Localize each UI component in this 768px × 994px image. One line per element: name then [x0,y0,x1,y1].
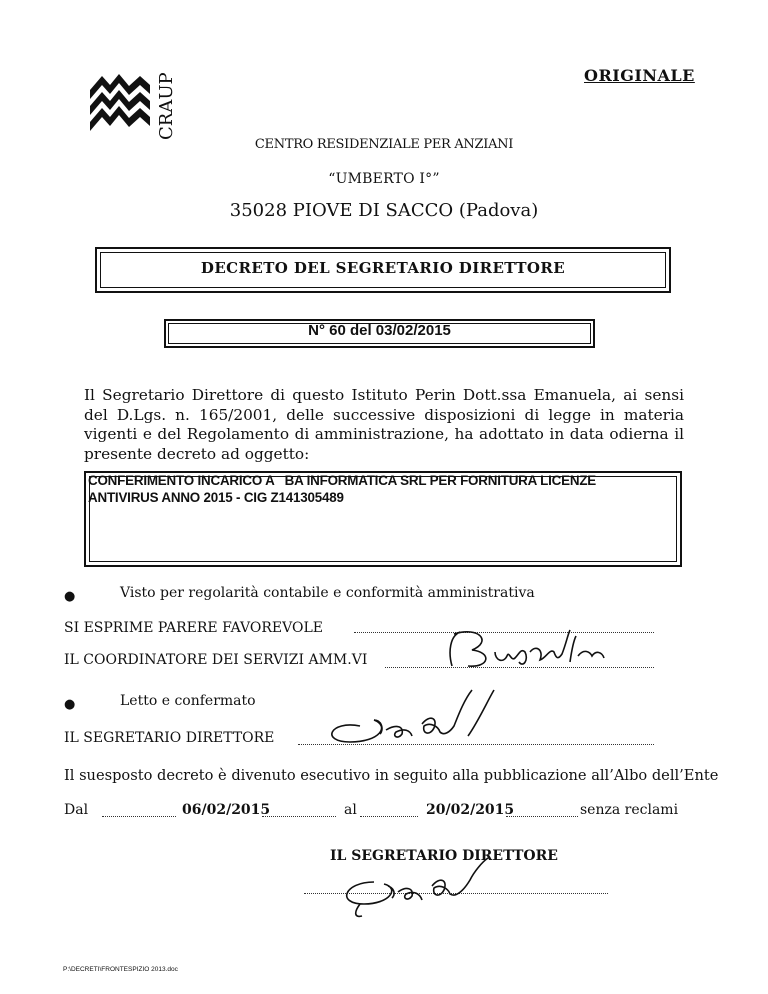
decree-title: DECRETO DEL SEGRETARIO DIRETTORE [200,259,566,277]
original-stamp: ORIGINALE [584,66,695,85]
intro-paragraph: Il Segretario Direttore di questo Istituto Perin Dott.ssa Emanuela, ai sensi del D.Lgs. n. 165/2001, delle successive disposizioni di legge in materia vigenti e del Regolamento di amministrazione, ha adottato in data odierna il presente decreto ad oggetto: [84,386,684,463]
coordinatore-signature [420,622,660,682]
date-to-dotted-line [506,816,578,817]
decree-number: N° 60 del 03/02/2015 [308,322,451,339]
segretario-label: IL SEGRETARIO DIRETTORE [64,730,275,746]
bullet-text-regularita: Visto per regolarità contabile e conformità amministrativa [120,585,535,601]
publication-dates-row [64,802,684,822]
al-label: al [344,802,357,818]
bullet-text-letto: Letto e confermato [120,693,256,709]
final-signature [320,852,540,922]
final-signature-title: IL SEGRETARIO DIRETTORE [330,848,558,864]
execution-statement: Il suesposto decreto è divenuto esecutivo in seguito alla pubblicazione all’Albo dell’Ente [64,767,719,784]
institution-name: CENTRO RESIDENZIALE PER ANZIANI [254,137,514,152]
date-to: 20/02/2015 [426,802,515,818]
parere-label: SI ESPRIME PARERE FAVOREVOLE [64,620,323,636]
subject-line-2: ANTIVIRUS ANNO 2015 - CIG Z141305489 [88,489,344,505]
institution-address: 35028 PIOVE DI SACCO (Padova) [229,200,539,221]
coordinatore-label: IL COORDINATORE DEI SERVIZI AMM.VI [64,652,368,668]
bullet-icon: ● [64,589,76,604]
senza-reclami: senza reclami [580,802,679,818]
date-from-dotted-line [262,816,336,817]
al-dotted-line [360,816,418,817]
date-from: 06/02/2015 [182,802,271,818]
file-path: P:\DECRETI\FRONTESPIZIO 2013.doc [63,966,178,973]
dal-label: Dal [64,802,89,818]
subject-text [88,473,678,506]
dal-dotted-line [102,816,176,817]
craup-logo [88,52,178,142]
subject-line-1: CONFERIMENTO INCARICO A BA INFORMATICA SRL PER FORNITURA LICENZE [88,473,597,488]
bullet-icon: ● [64,697,76,712]
logo-text: CRAUP [156,72,177,140]
institution-subname: “UMBERTO I°” [328,171,440,187]
segretario-signature [300,680,540,760]
